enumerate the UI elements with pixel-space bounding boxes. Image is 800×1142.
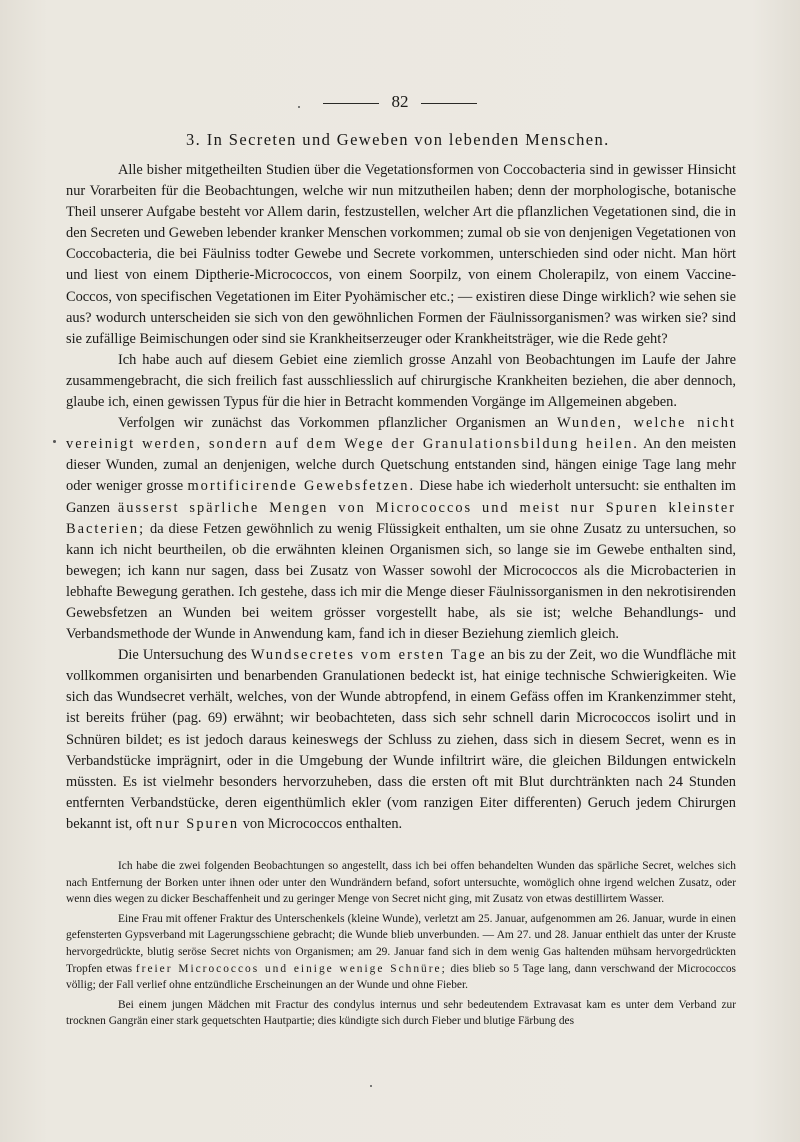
- paragraph-4-text: Die Untersuchung des: [118, 647, 251, 664]
- footnote-2-text: Eine Frau mit offener Fraktur des Unterschenkels (kleine Wunde), verletzt am 25. Januar, aufgenommen am 26. Januar, wurde in einen gefensterten Gypsverband mit Lagerungsschiene gebracht; die Wunde blieb unverbunden. — Am 27. und 28. Januar enthielt das unter der Kruste hervorgedrückte, blutig seröse Secret nichts von Organismen; am 29. Januar fand sich in dem wenig Gas haltenden mühsam hervorgedrückten Tropfen etwas: [66, 912, 736, 975]
- header-rule-right: [421, 103, 477, 104]
- paragraph-3-text: Diese habe ich wiederholt untersucht: sie enthalten im Ganzen: [66, 478, 737, 516]
- body-text: [66, 160, 736, 835]
- paragraph-4-text: von Micrococcos enthalten.: [239, 815, 403, 832]
- margin-speck: [298, 106, 300, 108]
- paragraph-4-emphasis: Wundsecretes vom ersten Tage: [250, 647, 487, 664]
- footnote-3: Bei einem jungen Mädchen mit Fractur des condylus internus und sehr bedeutendem Extravasat kam es unter dem Verband zur trocknen Gangrän einer stark gequetschten Hautpartie; dies kündigte sich durch Fieber und blutige Färbung des: [66, 998, 736, 1028]
- footnote-2-emphasis: freier Micrococcos und einige wenige Schnüre;: [135, 962, 447, 975]
- footnotes: [66, 858, 736, 1033]
- paragraph-3: [66, 413, 736, 645]
- paragraph-3-text: An den meisten dieser Wunden, zumal an denjenigen, welche durch Quetschung entstanden sind, hängen einige Tage lang mehr oder weniger grosse: [66, 436, 737, 495]
- paragraph-4: [66, 645, 736, 835]
- page-number: 82: [391, 92, 409, 111]
- section-title: 3. In Secreten und Geweben von lebenden Menschen.: [186, 130, 610, 149]
- paragraph-3-text: Verfolgen wir zunächst das Vorkommen pflanzlicher Organismen an: [118, 415, 558, 432]
- paragraph-4-emphasis: nur Spuren: [155, 815, 240, 832]
- paragraph-4-text: an bis zu der Zeit, wo die Wundfläche mit vollkommen organisirten und benarbenden Granulationen bedeckt ist, hat einige technische Schwierigkeiten. Wie sich das Wundsecret verhält, welches, von der Wunde abtropfend, in einem Gefäss offen im Krankenzimmer steht, ist bereits früher (pag. 69) erwähnt; wir beobachteten, dass sich sehr schnell darin Micrococcos isolirt und in Schnüren bildet; es ist jedoch daraus keineswegs der Schluss zu ziehen, dass sich in diesem Secret, wenn es in Verbandstücke imprägnirt, oder in die Umgebung der Wunde infiltrirt wäre, die gleichen Bildungen entwickeln müssten. Es ist vielmehr besonders hervorzuheben, dass die ersten oft mit Blut durchtränkten nach 24 Stunden entfernten Verbandstücke, deren eigenthümlich ekler (vom ranzigen Eiter differenten) Geruch jedem Chirurgen bekannt ist, oft: [66, 647, 737, 832]
- footnote-2: [66, 911, 736, 994]
- paragraph-2: Ich habe auch auf diesem Gebiet eine ziemlich grosse Anzahl von Beobachtungen im Laufe der Jahre zusammengebracht, die sich freilich fast ausschliesslich auf chirurgische Krankheiten beziehen, die aber dennoch, glaube ich, einen gewissen Typus für die hier in Betracht kommenden Vorgänge im Allgemeinen abgeben.: [66, 351, 736, 411]
- footnote-2-text: dies blieb so 5 Tage lang, dann verschwand der Micrococcos völlig; der Fall verlief ohne entzündliche Erscheinungen an der Wunde und ohne Fieber.: [66, 962, 736, 992]
- margin-speck: [53, 440, 56, 443]
- paragraph-3-emphasis: mortificirende Gewebsfetzen.: [187, 478, 416, 495]
- footnote-1: Ich habe die zwei folgenden Beobachtungen so angestellt, dass ich bei offen behandelten Wunden das spärliche Secret, welches sich nach Entfernung der Borken unter ihnen oder unter den Wundrändern befand, sofort untersuchte, womöglich ohne irgend welchen Zusatz, oder wenn dies wegen zu dicker Beschaffenheit und zu geringer Menge von Secret nicht ging, mit Zusatz von etwas destillirtem Wasser.: [66, 860, 736, 906]
- paragraph-3-emphasis: Wunden, welche nicht vereinigt werden, sondern auf dem Wege der Granulationsbildung heilen.: [66, 415, 736, 453]
- margin-speck: [370, 1085, 372, 1087]
- header-rule-left: [323, 103, 379, 104]
- paragraph-3-emphasis: äusserst spärliche Mengen von Micrococcos und meist nur Spuren kleinster Bacterien;: [66, 499, 736, 537]
- page-header: [0, 92, 800, 112]
- paragraph-3-text: da diese Fetzen gewöhnlich zu wenig Flüssigkeit enthalten, um sie ohne Zusatz zu untersuchen, so kann ich nicht beurtheilen, ob die erwähnten kleinen Organismen sich, so lange sie im Gewebe enthalten sind, bewegen; ich kann nur sagen, dass bei Zusatz von Wasser sowohl der Micrococcos als die Microbacterien in lebhafte Bewegung gerathen. Ich gestehe, dass ich mir die Menge dieser Fäulnissorganismen in den nekrotisirenden Gewebsfetzen an Wunden bei weitem grösser vorgestellt habe, als sie ist; welche Behandlungs- und Verbandsmethode der Wunde in Anwendung kam, fand ich in dieser Beziehung ziemlich gleich.: [66, 520, 736, 643]
- paragraph-1: Alle bisher mitgetheilten Studien über die Vegetationsformen von Coccobacteria sind in gewisser Hinsicht nur Vorarbeiten für die Beobachtungen, welche wir nun mitzutheilen haben; denn der morphologische, botanische Theil unserer Aufgabe besteht vor Allem darin, festzustellen, welcher Art die pflanzlichen Vegetationen sind, die in den Secreten und Geweben lebender kranker Menschen vorkommen; zumal ob sie von denjenigen Vegetationen von Coccobacteria, die bei Fäulniss todter Gewebe und Secrete vorkommen, unterschieden sind oder nicht. Man hört und liest von einem Diptherie-Micrococcos, von einem Soorpilz, von einem Cholerapilz, von einem Vaccine-Coccos, von specifischen Vegetationen im Eiter Pyohämischer etc.; — existiren diese Dinge wirklich? wie sehen sie aus? wodurch unterscheiden sie sich von den gewöhnlichen Formen der Fäulnissorganismen? was wirken sie? sind sie zufällige Beimischungen oder sind sie Krankheitserzeuger oder Krankheitsträger, wie die Rede geht?: [66, 162, 736, 347]
